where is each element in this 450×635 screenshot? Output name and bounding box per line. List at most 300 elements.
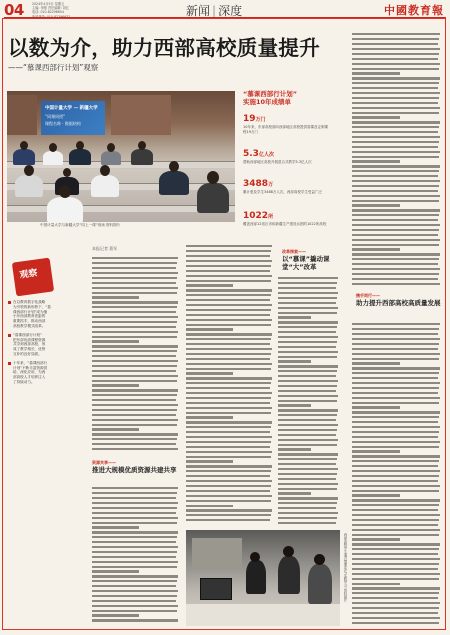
- body-text-stroke: [352, 248, 400, 250]
- ornament-text: 观察: [19, 268, 39, 281]
- body-text-line: [92, 408, 180, 413]
- bullet-line: 把东部优质课程资源: [13, 337, 46, 342]
- body-text-stroke: [278, 331, 336, 333]
- body-text-line: [186, 303, 274, 308]
- body-text-stroke: [352, 43, 438, 45]
- body-text-stroke: [92, 546, 178, 548]
- stat-unit: 所: [268, 214, 274, 220]
- body-text-stroke: [186, 255, 270, 257]
- body-text-stroke: [92, 595, 177, 597]
- bullet-square-icon: [8, 301, 11, 304]
- body-text-stroke: [186, 397, 271, 399]
- body-text-line: [352, 86, 442, 91]
- body-text-stroke: [92, 497, 176, 499]
- photo-wall: [7, 95, 37, 135]
- body-text-stroke: [352, 548, 439, 550]
- body-text-stroke: [92, 360, 178, 362]
- body-text-line: [278, 286, 340, 291]
- body-text-stroke: [352, 165, 440, 167]
- body-text-line: [186, 342, 274, 347]
- body-text-stroke: [92, 580, 177, 582]
- body-text-stroke: [352, 63, 440, 65]
- body-column-4: [352, 32, 442, 288]
- photo-person: [278, 556, 300, 594]
- stat-unit: 万门: [255, 117, 266, 123]
- body-text-stroke: [92, 570, 139, 572]
- body-text-line: [92, 496, 180, 501]
- photo-head: [207, 171, 219, 184]
- bullet-line: 重要抓手，推动西部: [13, 319, 46, 324]
- screen-line: “同课同授”: [45, 114, 66, 119]
- bullet-line: 小东西部教育差距的: [13, 314, 46, 319]
- body-text-stroke: [278, 517, 337, 519]
- body-text-stroke: [352, 421, 438, 423]
- body-text-stroke: [92, 575, 178, 577]
- body-text-stroke: [186, 328, 233, 330]
- body-text-stroke: [92, 355, 176, 357]
- body-text-stroke: [352, 116, 400, 118]
- photo-person: [308, 564, 332, 604]
- sidebar-bullet: [8, 361, 68, 385]
- body-column-3: [278, 276, 340, 526]
- stat-description: 10年来，东部高校面向西部地区高校提供慕课及定制课程19万门: [243, 125, 328, 134]
- stat-unit: 万: [268, 182, 274, 188]
- body-text-stroke: [92, 277, 177, 279]
- body-text-stroke: [92, 585, 176, 587]
- body-text-stroke: [352, 348, 438, 350]
- photo-wall: [111, 95, 171, 135]
- body-text-stroke: [352, 504, 439, 506]
- body-text-stroke: [186, 368, 271, 370]
- page-number: 04: [4, 1, 24, 19]
- body-text-stroke: [352, 53, 439, 55]
- body-text-stroke: [352, 185, 439, 187]
- body-text-stroke: [186, 348, 272, 350]
- body-text-stroke: [278, 297, 337, 299]
- body-text-line: [278, 467, 340, 472]
- body-text-stroke: [352, 92, 440, 94]
- body-text-stroke: [186, 480, 272, 482]
- body-text-line: [352, 601, 442, 606]
- infobox-title: [243, 90, 333, 106]
- body-text-stroke: [352, 333, 438, 335]
- body-text-stroke: [92, 267, 176, 269]
- bullet-line: 成了教学相长、优势: [13, 347, 46, 352]
- body-text-stroke: [352, 538, 400, 540]
- body-text-stroke: [186, 470, 271, 472]
- sidebar-bullet: [8, 333, 68, 357]
- body-text-stroke: [186, 485, 271, 487]
- body-text-line: [352, 513, 442, 518]
- body-text-line: [186, 254, 274, 259]
- body-text-stroke: [352, 68, 439, 70]
- body-text-stroke: [352, 426, 440, 428]
- body-text-line: [278, 511, 340, 516]
- bullet-line: “慕课西部行计划”: [13, 332, 42, 337]
- photo-table: [186, 604, 340, 626]
- photo-person: [246, 560, 266, 594]
- body-text-stroke: [186, 509, 272, 511]
- body-text-stroke: [352, 411, 440, 413]
- body-text-stroke: [352, 190, 438, 192]
- body-text-stroke: [92, 394, 177, 396]
- photo-head: [283, 546, 294, 557]
- body-text-stroke: [278, 365, 338, 367]
- screen-title: 中国计量大学 — 新疆大学: [45, 106, 98, 111]
- body-text-line: [278, 423, 340, 428]
- stat-unit: 亿人次: [258, 152, 274, 158]
- body-text-stroke: [278, 507, 336, 509]
- body-text-stroke: [352, 406, 400, 408]
- body-text-stroke: [352, 558, 440, 560]
- body-text-stroke: [352, 204, 400, 206]
- body-text-stroke: [352, 38, 439, 40]
- body-text-stroke: [278, 380, 338, 382]
- body-text-stroke: [352, 107, 440, 109]
- stat-number: [243, 114, 266, 124]
- body-text-stroke: [352, 112, 439, 114]
- body-column-5: [352, 322, 442, 626]
- body-text-stroke: [278, 390, 336, 392]
- body-text-line: [352, 174, 442, 179]
- photo-person: [159, 171, 189, 195]
- body-text-stroke: [92, 399, 176, 401]
- body-text-line: [92, 310, 180, 315]
- body-text-stroke: [186, 505, 233, 507]
- body-text-line: [92, 398, 180, 403]
- body-text-stroke: [186, 265, 271, 267]
- body-text-stroke: [278, 336, 338, 338]
- body-text-stroke: [186, 426, 271, 428]
- body-text-stroke: [352, 136, 440, 138]
- body-text-line: [186, 484, 274, 489]
- body-text-stroke: [186, 490, 270, 492]
- body-text-stroke: [352, 431, 439, 433]
- body-text-stroke: [352, 353, 440, 355]
- body-text-stroke: [92, 345, 178, 347]
- body-text-stroke: [186, 319, 272, 321]
- body-text-stroke: [352, 475, 439, 477]
- body-text-stroke: [92, 600, 176, 602]
- bullet-line: 在以教育数字化战略: [13, 300, 46, 304]
- body-text-stroke: [278, 277, 338, 279]
- body-text-line: [186, 298, 274, 303]
- body-text-stroke: [352, 200, 439, 202]
- body-text-stroke: [92, 301, 178, 303]
- header-meta-line: 主编: 李刚 责任编辑: 刘红: [32, 6, 70, 11]
- bullet-line: 高校教学模式改革。: [13, 323, 46, 328]
- photo-person: [47, 197, 83, 222]
- body-text-line: [92, 447, 180, 452]
- body-text-stroke: [352, 82, 439, 84]
- body-text-line: [186, 386, 274, 391]
- body-text-stroke: [352, 170, 439, 172]
- body-text-stroke: [186, 338, 271, 340]
- body-text-stroke: [352, 583, 400, 585]
- page-header: [0, 0, 450, 18]
- photo-head: [49, 143, 57, 152]
- body-text-stroke: [352, 597, 438, 599]
- body-text-stroke: [352, 617, 440, 619]
- body-text-line: [278, 418, 340, 423]
- body-text-line: [352, 47, 442, 52]
- body-text-stroke: [352, 160, 400, 162]
- body-text-stroke: [352, 253, 440, 255]
- body-text-stroke: [92, 292, 177, 294]
- body-text-line: [186, 518, 274, 523]
- body-text-stroke: [186, 304, 272, 306]
- stat-value: 5.3: [243, 149, 259, 159]
- body-text-stroke: [278, 458, 337, 460]
- body-text-line: [352, 606, 442, 611]
- body-text-stroke: [92, 512, 176, 514]
- body-text-line: [92, 359, 180, 364]
- body-text-stroke: [352, 343, 439, 345]
- body-text-line: [352, 272, 442, 277]
- body-text-line: [352, 469, 442, 474]
- body-text-stroke: [186, 441, 271, 443]
- body-text-stroke: [352, 268, 440, 270]
- body-text-stroke: [278, 439, 338, 441]
- body-text-stroke: [186, 451, 272, 453]
- body-text-stroke: [352, 175, 438, 177]
- body-text-line: [352, 464, 442, 469]
- body-text-stroke: [92, 336, 177, 338]
- body-column-1b: [92, 486, 180, 626]
- body-text-stroke: [352, 328, 439, 330]
- body-text-stroke: [352, 543, 440, 545]
- body-text-stroke: [278, 292, 338, 294]
- body-text-stroke: [92, 561, 178, 563]
- body-text-stroke: [352, 416, 439, 418]
- body-text-stroke: [92, 282, 176, 284]
- photo-person: [15, 175, 43, 197]
- body-text-stroke: [92, 311, 176, 313]
- photo-head: [107, 143, 115, 152]
- body-text-stroke: [278, 429, 337, 431]
- body-text-stroke: [92, 526, 139, 528]
- bottom-photo-caption: 西部高校学生通过慕课参与实践学习 资料图片: [343, 533, 347, 603]
- body-text-stroke: [352, 244, 439, 246]
- article-subhead: ——“慕课西部行计划”观察: [8, 63, 99, 72]
- body-text-stroke: [186, 245, 272, 247]
- body-text-stroke: [352, 441, 440, 443]
- body-text-stroke: [352, 239, 440, 241]
- body-text-stroke: [352, 33, 440, 35]
- body-text-stroke: [352, 97, 439, 99]
- body-text-stroke: [186, 358, 270, 360]
- body-column-1: [92, 256, 180, 456]
- photo-head: [314, 554, 325, 565]
- body-text-line: [278, 291, 340, 296]
- body-text-stroke: [352, 146, 438, 148]
- body-text-stroke: [186, 475, 270, 477]
- body-text-stroke: [278, 287, 336, 289]
- body-text-stroke: [186, 460, 233, 462]
- body-text-stroke: [352, 602, 440, 604]
- body-text-stroke: [92, 350, 177, 352]
- body-text-stroke: [352, 372, 439, 374]
- body-text-stroke: [92, 370, 176, 372]
- body-text-line: [352, 184, 442, 189]
- body-text-stroke: [352, 367, 440, 369]
- body-text-stroke: [278, 492, 311, 494]
- body-text-stroke: [352, 273, 439, 275]
- body-text-stroke: [186, 343, 270, 345]
- body-text-stroke: [352, 224, 440, 226]
- body-text-line: [278, 330, 340, 335]
- body-text-stroke: [278, 414, 337, 416]
- body-text-stroke: [352, 465, 438, 467]
- body-text-stroke: [186, 495, 272, 497]
- body-text-stroke: [352, 568, 438, 570]
- body-text-stroke: [352, 387, 439, 389]
- body-text-stroke: [278, 360, 311, 362]
- body-text-stroke: [352, 131, 438, 133]
- bullet-line: 课西部行计划”成为缩: [13, 309, 48, 314]
- body-text-stroke: [92, 531, 178, 533]
- body-text-line: [186, 396, 274, 401]
- body-text-stroke: [352, 460, 439, 462]
- body-text-stroke: [186, 275, 272, 277]
- body-text-stroke: [186, 314, 270, 316]
- body-text-stroke: [92, 536, 177, 538]
- body-text-stroke: [278, 497, 338, 499]
- body-text-line: [92, 315, 180, 320]
- body-text-stroke: [278, 468, 338, 470]
- body-text-stroke: [92, 419, 178, 421]
- body-text-stroke: [92, 316, 178, 318]
- body-text-stroke: [352, 578, 439, 580]
- body-text-stroke: [278, 341, 337, 343]
- body-text-stroke: [92, 614, 139, 616]
- body-text-stroke: [92, 502, 178, 504]
- body-text-line: [92, 540, 180, 545]
- sidebar-bullet: [8, 300, 68, 329]
- body-text-stroke: [92, 428, 139, 430]
- bullet-line: 了持续动力。: [13, 379, 35, 384]
- body-text-stroke: [278, 385, 337, 387]
- body-text-stroke: [278, 395, 338, 397]
- header-meta-line: 电话: 010-82296654: [32, 10, 64, 15]
- body-text-stroke: [92, 296, 139, 298]
- body-text-stroke: [186, 500, 271, 502]
- body-text-stroke: [352, 77, 440, 79]
- body-text-line: [352, 425, 442, 430]
- body-text-stroke: [352, 480, 438, 482]
- article-headline: 以数为介，助力西部高校质量提升: [8, 36, 320, 60]
- bullet-line: 部高校人才培养注入: [13, 375, 46, 380]
- body-text-line: [278, 374, 340, 379]
- header-meta-line: 2024年4月5日 星期五: [32, 2, 65, 6]
- photo-person: [69, 149, 91, 165]
- body-text-line: [92, 501, 180, 506]
- body-text-stroke: [186, 382, 271, 384]
- body-text-stroke: [352, 338, 440, 340]
- body-text-stroke: [278, 444, 337, 446]
- body-text-stroke: [278, 434, 336, 436]
- body-text-stroke: [352, 514, 440, 516]
- bullet-line: 计划”不断丰富资源供: [13, 365, 48, 370]
- body-text-stroke: [278, 302, 336, 304]
- body-text-stroke: [352, 209, 440, 211]
- body-text-line: [92, 545, 180, 550]
- body-text-stroke: [92, 321, 177, 323]
- body-text-line: [352, 228, 442, 233]
- photo-desk: [7, 161, 235, 168]
- photo-laptop: [200, 578, 232, 600]
- stat-number: [243, 179, 273, 189]
- body-text-stroke: [352, 377, 438, 379]
- body-text-line: [92, 584, 180, 589]
- body-text-stroke: [92, 619, 178, 621]
- body-text-stroke: [92, 605, 178, 607]
- body-text-stroke: [352, 607, 439, 609]
- body-text-stroke: [352, 446, 439, 448]
- screen-line: 课程名称 · 数据结构: [45, 121, 81, 126]
- body-text-stroke: [278, 453, 338, 455]
- body-text-line: [186, 435, 274, 440]
- body-text-stroke: [352, 529, 440, 531]
- body-text-stroke: [186, 431, 270, 433]
- body-text-stroke: [92, 306, 177, 308]
- body-text-stroke: [186, 519, 270, 521]
- body-text-stroke: [278, 312, 337, 314]
- photo-projection-screen: [41, 101, 105, 135]
- body-text-line: [352, 267, 442, 272]
- infobox-title-line: “慕课西部行计划”: [243, 90, 298, 98]
- body-text-line: [352, 135, 442, 140]
- body-text-line: [278, 516, 340, 521]
- body-text-stroke: [352, 141, 439, 143]
- body-text-stroke: [92, 507, 177, 509]
- photo-head: [76, 141, 84, 150]
- body-text-line: [92, 618, 180, 623]
- body-text-stroke: [352, 450, 400, 452]
- body-text-stroke: [186, 387, 270, 389]
- body-text-stroke: [92, 389, 178, 391]
- body-text-stroke: [186, 250, 271, 252]
- body-text-stroke: [186, 284, 233, 286]
- photo-head: [138, 141, 146, 150]
- body-text-stroke: [92, 380, 177, 382]
- bottom-photo: [186, 530, 340, 626]
- body-text-stroke: [278, 512, 338, 514]
- body-text-stroke: [352, 48, 440, 50]
- body-text-stroke: [352, 402, 439, 404]
- photo-person: [13, 149, 35, 165]
- body-text-stroke: [278, 483, 338, 485]
- body-text-stroke: [352, 263, 438, 265]
- header-meta-line: 新闻热线: 010-82296632: [32, 14, 71, 19]
- body-text-stroke: [352, 470, 440, 472]
- body-text-stroke: [92, 326, 176, 328]
- body-text-stroke: [352, 573, 440, 575]
- body-text-line: [352, 474, 442, 479]
- body-text-line: [352, 381, 442, 386]
- body-text-stroke: [352, 485, 440, 487]
- bullet-square-icon: [8, 334, 11, 337]
- body-text-stroke: [352, 563, 439, 565]
- body-text-line: [352, 281, 442, 286]
- body-text-stroke: [278, 448, 311, 450]
- body-text-stroke: [186, 436, 272, 438]
- body-text-stroke: [186, 372, 233, 374]
- body-text-stroke: [352, 87, 438, 89]
- body-text-stroke: [352, 278, 438, 280]
- body-text-stroke: [92, 566, 177, 568]
- body-text-line: [186, 391, 274, 396]
